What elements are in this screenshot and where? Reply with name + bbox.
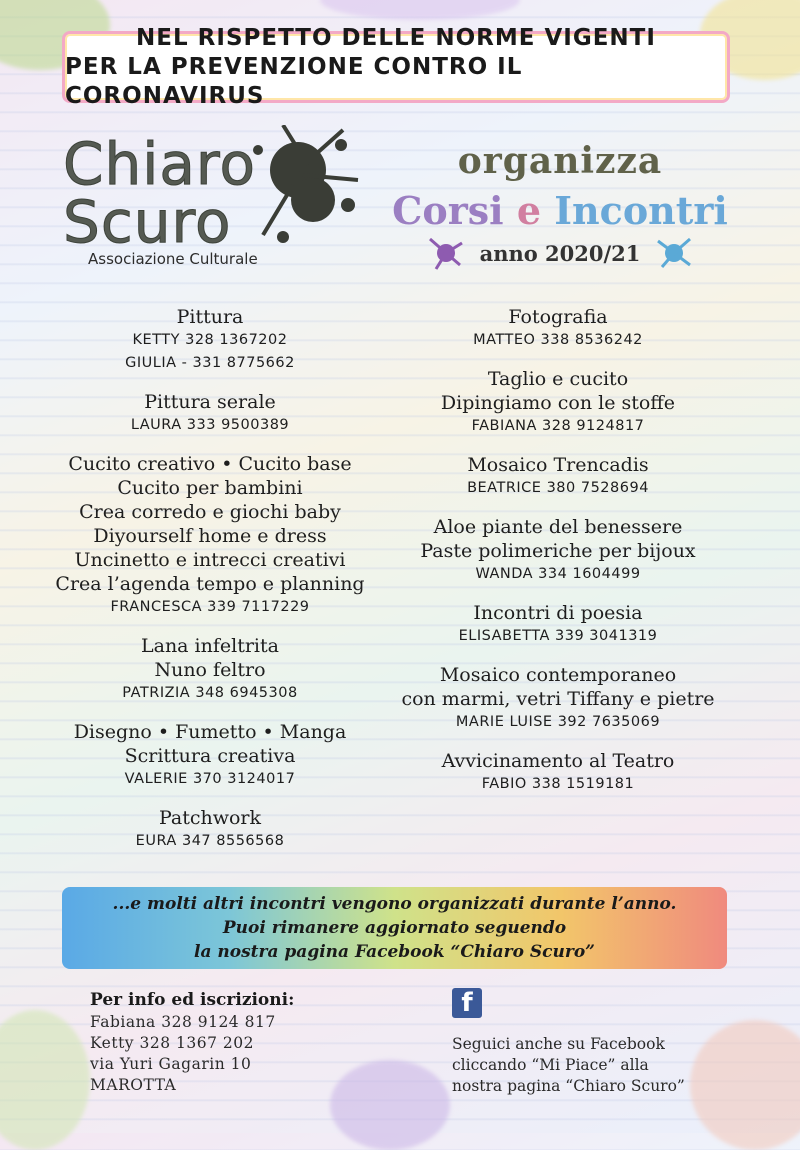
course-title: Aloe piante del benessere <box>433 516 683 538</box>
title-word-e: e <box>516 188 542 233</box>
course-title: Pittura serale <box>144 391 276 413</box>
paint-splash <box>0 1010 90 1150</box>
course-entry <box>398 515 718 586</box>
banner-line-3: la nostra pagina Facebook “Chiaro Scuro” <box>194 942 595 962</box>
contact-line: via Yuri Gagarin 10 <box>90 1055 252 1073</box>
course-title: Crea corredo e giochi baby <box>79 501 341 523</box>
course-contact: GIULIA - 331 8775662 <box>125 355 295 371</box>
course-title: Scrittura creativa <box>124 745 296 767</box>
course-title: Avvicinamento al Teatro <box>441 750 675 772</box>
course-entry <box>398 453 718 500</box>
course-entry <box>398 601 718 648</box>
organizer-verb: organizza <box>457 140 663 182</box>
courses-right-column <box>398 305 718 811</box>
course-contact: FABIO 338 1519181 <box>481 776 635 792</box>
title-word-corsi: Corsi <box>392 188 504 233</box>
organizer-block <box>380 140 740 271</box>
banner-line-2: Puoi rimanere aggiornato seguendo <box>222 918 567 938</box>
paint-splash <box>320 0 520 20</box>
title-word-incontri: Incontri <box>554 188 728 233</box>
course-title: Fotografia <box>508 306 608 328</box>
course-entry <box>20 720 400 791</box>
contact-info-title: Per info ed iscrizioni: <box>90 990 295 1010</box>
course-title: Taglio e cucito <box>487 368 629 390</box>
course-entry <box>20 806 400 853</box>
contact-line: Ketty 328 1367 202 <box>90 1034 254 1052</box>
course-contact: LAURA 333 9500389 <box>130 417 290 433</box>
course-entry <box>20 452 400 619</box>
course-contact: BEATRICE 380 7528694 <box>467 480 649 496</box>
course-contact: PATRIZIA 348 6945308 <box>122 685 298 701</box>
course-entry <box>398 305 718 352</box>
facebook-icon[interactable]: f <box>452 988 482 1018</box>
course-title: Mosaico Trencadis <box>467 454 649 476</box>
course-entry <box>20 634 400 705</box>
course-title: Uncinetto e intrecci creativi <box>74 549 346 571</box>
course-title: Patchwork <box>158 807 262 829</box>
course-contact: KETTY 328 1367202 <box>132 332 288 348</box>
course-title: Nuno feltro <box>154 659 266 681</box>
contact-line: Fabiana 328 9124 817 <box>90 1013 276 1031</box>
course-title: Cucito per bambini <box>117 477 303 499</box>
purple-splat-icon <box>426 235 466 271</box>
course-title: Paste polimeriche per bijoux <box>420 540 696 562</box>
contact-line: MAROTTA <box>90 1076 177 1094</box>
course-title: Crea l’agenda tempo e planning <box>55 573 365 595</box>
course-entry <box>20 390 400 437</box>
course-contact: EURA 347 8556568 <box>135 833 285 849</box>
course-entry <box>20 305 400 375</box>
organizer-title <box>380 188 740 233</box>
course-entry <box>398 663 718 734</box>
facebook-text <box>452 1034 685 1097</box>
banner-line-1: ...e molti altri incontri vengono organizzati durante l’anno. <box>112 894 677 914</box>
course-contact: WANDA 334 1604499 <box>475 566 641 582</box>
course-title: Disegno • Fumetto • Manga <box>73 721 347 743</box>
courses-left-column <box>20 305 400 868</box>
contact-info <box>90 988 294 1096</box>
facebook-line: cliccando “Mi Piace” alla <box>452 1056 649 1074</box>
logo-word-scuro: Scuro <box>63 188 232 256</box>
paint-splash <box>690 1020 800 1150</box>
info-banner <box>62 887 727 969</box>
course-title: Incontri di poesia <box>473 602 643 624</box>
course-title: Lana infeltrita <box>141 635 279 657</box>
course-title: Mosaico contemporaneo <box>439 664 677 686</box>
course-entry <box>398 749 718 796</box>
notice-line-2: PER LA PREVENZIONE CONTRO IL CORONAVIRUS <box>65 53 523 109</box>
chiaro-scuro-logo <box>58 125 348 275</box>
blue-splat-icon <box>654 235 694 271</box>
facebook-line: Seguici anche su Facebook <box>452 1035 665 1053</box>
course-title: con marmi, vetri Tiffany e pietre <box>401 688 715 710</box>
course-contact: VALERIE 370 3124017 <box>124 771 296 787</box>
organizer-year-row <box>380 235 740 271</box>
notice-line-1: NEL RISPETTO DELLE NORME VIGENTI <box>136 24 656 51</box>
ink-splat-icon <box>243 125 363 255</box>
course-contact: FRANCESCA 339 7117229 <box>110 599 310 615</box>
organizer-year: anno 2020/21 <box>479 240 641 266</box>
logo-subtitle: Associazione Culturale <box>88 250 258 268</box>
course-contact: MATTEO 338 8536242 <box>473 332 643 348</box>
logo-word-chiaro: Chiaro <box>63 130 256 198</box>
course-title: Diyourself home e dress <box>93 525 327 547</box>
course-contact: FABIANA 328 9124817 <box>471 418 645 434</box>
paint-splash <box>330 1060 450 1150</box>
course-contact: MARIE LUISE 392 7635069 <box>455 714 661 730</box>
facebook-line: nostra pagina “Chiaro Scuro” <box>452 1077 685 1095</box>
covid-notice-box <box>62 24 730 109</box>
course-title: Dipingiamo con le stoffe <box>440 392 676 414</box>
course-title: Cucito creativo • Cucito base <box>68 453 352 475</box>
course-entry <box>398 367 718 438</box>
course-title: Pittura <box>176 306 244 328</box>
course-contact: ELISABETTA 339 3041319 <box>458 628 658 644</box>
